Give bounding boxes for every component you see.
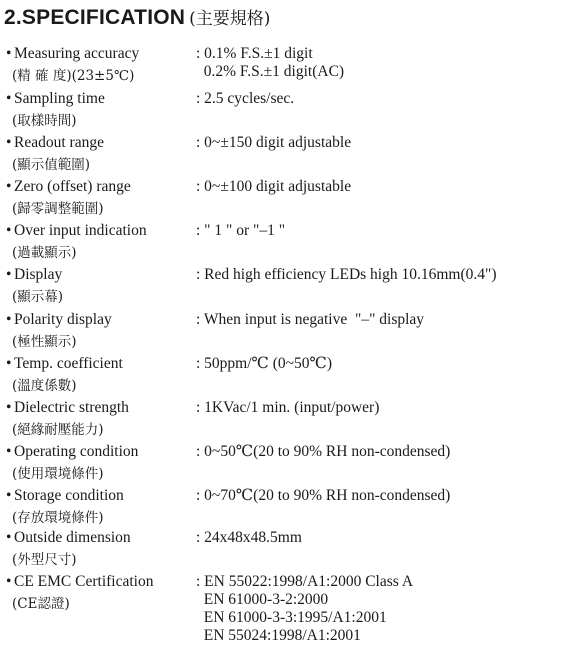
spec-value-line: : 0.1% F.S.±1 digit: [196, 45, 313, 62]
spec-label-zh: (溫度係數): [12, 378, 77, 394]
bullet-icon: •: [6, 222, 12, 239]
spec-label-text: Over input indication: [14, 222, 147, 239]
spec-value-line: EN 55024:1998/A1:2001: [196, 627, 361, 644]
spec-label-text: Temp. coefficient: [14, 355, 123, 372]
spec-label-zh: (取樣時間): [12, 113, 77, 129]
spec-label-text: Polarity display: [14, 311, 112, 328]
spec-value: [196, 134, 351, 152]
bullet-icon: •: [6, 266, 12, 283]
spec-value: [196, 573, 413, 645]
spec-label: [6, 573, 153, 591]
spec-value-line: EN 61000-3-2:2000: [196, 591, 329, 608]
bullet-icon: •: [6, 487, 12, 504]
spec-value-line: : Red high efficiency LEDs high 10.16mm(0.4"): [196, 266, 497, 283]
spec-label-text: Dielectric strength: [14, 399, 129, 416]
spec-label-zh: (使用環境條件): [12, 466, 104, 482]
spec-value-line: : 0~±150 digit adjustable: [196, 134, 352, 151]
spec-label: [6, 266, 62, 284]
spec-label-zh: (絕緣耐壓能力): [12, 422, 104, 438]
spec-label-zh: (顯示幕): [12, 289, 64, 305]
section-heading: [4, 4, 270, 30]
bullet-icon: •: [6, 355, 12, 372]
bullet-icon: •: [6, 311, 12, 328]
spec-value: [196, 355, 332, 373]
spec-label-zh: (精 確 度)(23±5℃): [12, 68, 135, 84]
spec-value: [196, 529, 302, 547]
spec-label: [6, 222, 147, 240]
spec-label: [6, 487, 124, 505]
spec-value: [196, 443, 450, 461]
spec-value: [196, 399, 379, 417]
spec-value: [196, 178, 351, 196]
spec-label-zh: (外型尺寸): [12, 552, 77, 568]
spec-value-line: : 2.5 cycles/sec.: [196, 90, 295, 107]
spec-value-line: : " 1 " or "–1 ": [196, 222, 286, 239]
spec-label-text: Outside dimension: [14, 529, 131, 546]
spec-value: [196, 266, 497, 284]
spec-value-line: EN 61000-3-3:1995/A1:2001: [196, 609, 387, 626]
spec-label-zh: (存放環境條件): [12, 510, 104, 526]
spec-value-line: : 0~±100 digit adjustable: [196, 178, 352, 195]
spec-label-zh: (CE認證): [12, 596, 70, 612]
spec-label: [6, 399, 129, 417]
bullet-icon: •: [6, 573, 12, 590]
spec-label: [6, 45, 139, 63]
spec-label: [6, 134, 104, 152]
spec-label-text: Zero (offset) range: [14, 178, 131, 195]
spec-value-line: : 50ppm/℃ (0~50℃): [196, 355, 333, 372]
spec-value-line: : 0~50℃(20 to 90% RH non-condensed): [196, 443, 451, 460]
spec-label: [6, 443, 138, 461]
spec-label-text: Measuring accuracy: [14, 45, 140, 62]
spec-label: [6, 178, 131, 196]
spec-value: [196, 90, 294, 108]
bullet-icon: •: [6, 45, 12, 62]
section-title: 2.SPECIFICATION: [4, 6, 186, 29]
spec-label-text: Display: [14, 266, 63, 283]
spec-label-zh: (極性顯示): [12, 334, 77, 350]
spec-value: [196, 45, 344, 81]
spec-label-text: Readout range: [14, 134, 104, 151]
spec-label: [6, 311, 112, 329]
spec-value: [196, 222, 285, 240]
spec-label: [6, 529, 131, 547]
spec-label-text: Sampling time: [14, 90, 105, 107]
section-subtitle: (主要規格): [189, 9, 271, 29]
spec-label: [6, 90, 105, 108]
spec-label-zh: (歸零調整範圍): [12, 201, 104, 217]
bullet-icon: •: [6, 443, 12, 460]
spec-value: [196, 311, 424, 329]
bullet-icon: •: [6, 178, 12, 195]
bullet-icon: •: [6, 90, 12, 107]
spec-value-line: : 1KVac/1 min. (input/power): [196, 399, 380, 416]
spec-label: [6, 355, 123, 373]
spec-label-text: Operating condition: [14, 443, 139, 460]
bullet-icon: •: [6, 399, 12, 416]
spec-label-zh: (過載顯示): [12, 245, 77, 261]
spec-value-line: 0.2% F.S.±1 digit(AC): [196, 63, 345, 80]
spec-value-line: : When input is negative "–" display: [196, 311, 425, 328]
spec-value-line: : EN 55022:1998/A1:2000 Class A: [196, 573, 414, 590]
bullet-icon: •: [6, 134, 12, 151]
spec-value-line: : 24x48x48.5mm: [196, 529, 302, 546]
spec-label-zh: (顯示值範圍): [12, 157, 91, 173]
spec-value: [196, 487, 450, 505]
bullet-icon: •: [6, 529, 12, 546]
spec-value-line: : 0~70℃(20 to 90% RH non-condensed): [196, 487, 451, 504]
spec-label-text: CE EMC Certification: [14, 573, 154, 590]
spec-label-text: Storage condition: [14, 487, 124, 504]
